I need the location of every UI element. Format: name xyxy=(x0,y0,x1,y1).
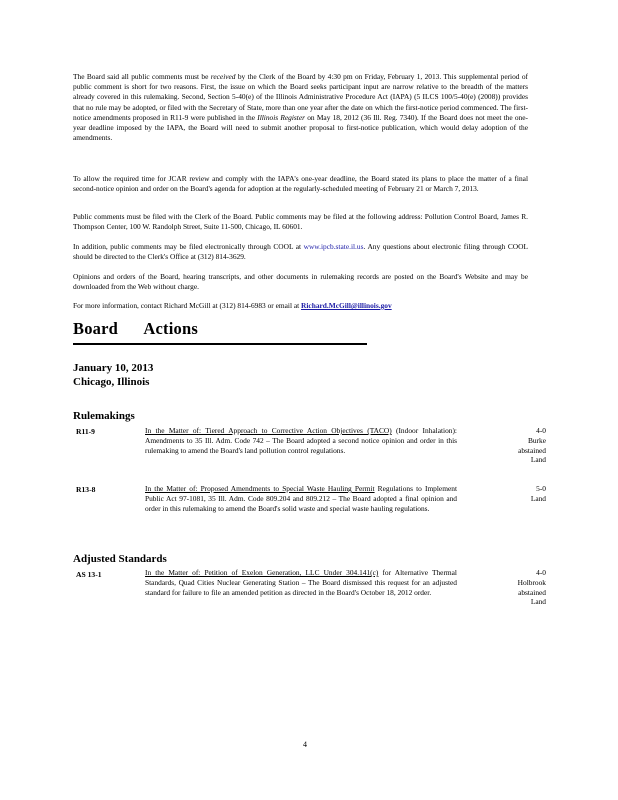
page-number: 4 xyxy=(303,740,307,749)
board-member: Land xyxy=(530,493,546,503)
vote-tally xyxy=(478,568,546,607)
meeting-location-text: Chicago, Illinois xyxy=(73,376,150,388)
rulemakings-title: Rulemakings xyxy=(73,410,135,422)
paragraph-text: Public comments must be filed with the Clerk of the Board. Public comments may be filed at the following address: Pollution Control Board, James R. Thompson Center, 100 W. Randolph Street, Suite 11-500, Chicago, IL 60601. xyxy=(73,212,528,232)
comment-deadline-paragraph xyxy=(73,72,528,143)
rulemaking-summary xyxy=(145,426,457,455)
board-member: Holbrook xyxy=(517,577,546,587)
case-title-link[interactable]: In the Matter of: Petition of Exelon Generation, LLC Under 304.141(c) xyxy=(145,568,379,577)
rulemaking-description: (Indoor Inhalation): Amendments to 35 Ill. Adm. Code 742 – The Board adopted a second notice opinion and order in this rulemaking to amend the Board's land pollution control regulations. xyxy=(145,426,457,455)
board-actions-heading: Board Actions xyxy=(73,319,198,338)
paragraph-text: . Any questions about electronic filing through COOL should be directed to the Clerk's Office at (312) 814-3629. xyxy=(73,242,528,262)
paragraph-text: Opinions and orders of the Board, hearing transcripts, and other documents in rulemaking records are posted on the Board's Website and may be downloaded from the Web without charge. xyxy=(73,272,528,292)
heading-divider xyxy=(73,343,367,345)
electronic-filing-paragraph xyxy=(73,242,528,262)
received-emphasis: received xyxy=(210,72,236,81)
paragraph-text: The Board said all public comments must be xyxy=(73,72,211,81)
case-title-link[interactable]: In the Matter of: Proposed Amendments to Special Waste Hauling Permit xyxy=(145,484,375,493)
case-title-link[interactable]: In the Matter of: Tiered Approach to Corrective Action Objectives (TACO) xyxy=(145,426,392,435)
vote-tally xyxy=(478,484,546,504)
illinois-register-title: Illinois Register xyxy=(257,112,306,122)
vote-note: abstained xyxy=(518,587,546,597)
meeting-date-text: January 10, 2013 xyxy=(73,362,154,374)
filing-address-paragraph xyxy=(73,212,528,232)
docket-number: AS 13-1 xyxy=(76,570,102,579)
board-member: Land xyxy=(530,455,546,465)
paragraph-text: on May 18, 2012 (36 Ill. Reg. 7340). If the Board does not meet the one-year deadline imposed by the IAPA, the Board will need to submit another proposal to first-notice publication, which would delay adoption of the amendments. xyxy=(73,112,528,143)
vote-count: 5-0 xyxy=(536,484,546,493)
vote-note: abstained xyxy=(518,445,546,455)
contact-email-link[interactable]: Richard.McGill@illinois.gov xyxy=(301,301,392,310)
vote-count: 4-0 xyxy=(536,568,546,577)
paragraph-text: In addition, public comments may be filed electronically through COOL at xyxy=(73,242,304,251)
rulemaking-description: Regulations to Implement Public Act 97-1081, 35 Ill. Adm. Code 809.204 and 809.212 – The Board adopted a final opinion and order in this rulemaking to amend the Board's solid waste and special waste hauling regulations. xyxy=(145,484,457,513)
meeting-date xyxy=(73,362,153,375)
paragraph-text: For more information, contact Richard McGill at (312) 814-6983 or email at xyxy=(73,301,302,310)
adjusted-standard-description: for Alternative Thermal Standards, Quad Cities Nuclear Generating Station – The Board dismissed this request for an adjusted standard for failure to file an amended petition as directed in the Board's October 18, 2012 order. xyxy=(145,568,457,597)
paragraph-text: by the Clerk of the Board by 4:30 pm on Friday, February 1, 2013. This supplemental period of public comment is short for two reasons. First, the issue on which the Board seeks participant input are narrow relative to the breadth of the matters already covered in this rulemaking. Second, Section 5-40(e) of the Illinois Administrative Procedure Act (IAPA) (5 ILCS 100/5-40(e) (2008)) provides that no rule may be adopted, or filed with the Secretary of State, more than one year after the date on which the first-notice period commenced. The first-notice amendments proposed in R11-9 were published in the xyxy=(73,72,528,122)
adjusted-standards-title: Adjusted Standards xyxy=(73,553,167,565)
board-member: Burke xyxy=(527,435,546,445)
docket-number: R11-9 xyxy=(76,427,95,436)
opinions-paragraph xyxy=(73,272,528,292)
meeting-location xyxy=(73,376,149,389)
docket-number: R13-8 xyxy=(76,485,96,494)
adjusted-standard-summary xyxy=(145,568,457,597)
board-member: Land xyxy=(530,597,546,607)
vote-count: 4-0 xyxy=(536,426,546,435)
cool-website-link[interactable]: www.ipcb.state.il.us xyxy=(303,242,364,251)
paragraph-text: To allow the required time for JCAR review and comply with the IAPA's one-year deadline, the Board stated its plans to place the matter of a final second-notice opinion and order on the Board's agenda for adoption at the regularly-scheduled meeting of February 21 or March 7, 2013. xyxy=(73,174,528,194)
jcar-review-paragraph xyxy=(73,174,528,194)
vote-tally xyxy=(478,426,546,465)
contact-paragraph xyxy=(73,301,528,311)
rulemaking-summary xyxy=(145,484,457,513)
